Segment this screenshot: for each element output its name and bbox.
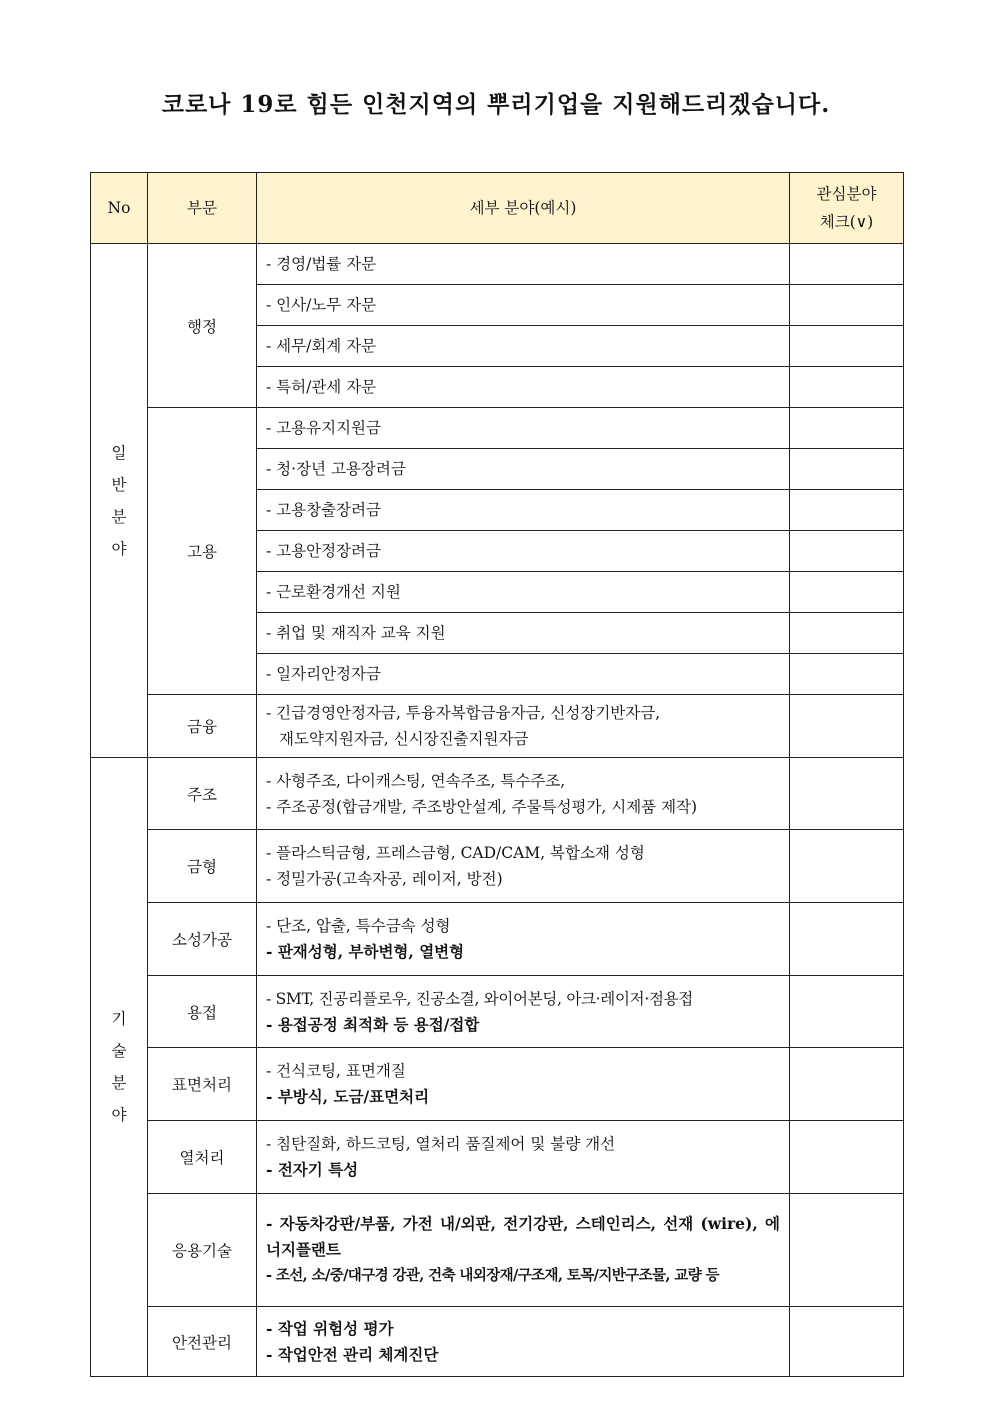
detail-forming [257, 903, 790, 976]
detail-line: - 침탄질화, 하드코팅, 열처리 품질제어 및 불량 개선 [266, 1135, 616, 1153]
group-general-char: 일 [111, 443, 127, 462]
category-safety: 안전관리 [148, 1307, 257, 1377]
check-cell[interactable] [790, 449, 904, 490]
detail-heat [257, 1121, 790, 1194]
group-tech-char: 야 [111, 1106, 127, 1124]
check-cell[interactable] [790, 830, 904, 903]
header-check [790, 173, 904, 244]
detail-line: - 판재성형, 부하변형, 열변형 [266, 942, 465, 961]
check-cell[interactable] [790, 326, 904, 367]
check-cell[interactable] [790, 903, 904, 976]
detail-line: - 용접공정 최적화 등 용접/접합 [266, 1014, 480, 1034]
detail-line: - 긴급경영안정자금, 투융자복합금융자금, 신성장기반자금, [266, 704, 661, 722]
detail-line: - 건식코팅, 표면개질 [266, 1062, 406, 1080]
category-surface: 표면처리 [148, 1048, 257, 1121]
detail-finance [257, 695, 790, 758]
detail-item: - 근로환경개선 지원 [257, 572, 790, 613]
detail-line: - 작업안전 관리 체계진단 [266, 1344, 439, 1364]
detail-item: - 취업 및 재직자 교육 지원 [257, 613, 790, 654]
check-cell[interactable] [790, 758, 904, 830]
check-cell[interactable] [790, 695, 904, 758]
detail-line: 재도약지원자금, 신시장진출지원자금 [279, 730, 529, 748]
group-general-char: 야 [111, 539, 127, 558]
check-cell[interactable] [790, 572, 904, 613]
detail-item: - 고용창출장려금 [257, 490, 790, 531]
detail-item: - 특허/관세 자문 [257, 367, 790, 408]
check-cell[interactable] [790, 1194, 904, 1307]
check-cell[interactable] [790, 408, 904, 449]
group-tech-char: 분 [111, 1074, 127, 1092]
check-cell[interactable] [790, 367, 904, 408]
header-detail: 세부 분야(예시) [257, 173, 790, 244]
detail-item: - 세무/회계 자문 [257, 326, 790, 367]
check-cell[interactable] [790, 244, 904, 285]
group-tech-char: 기 [111, 1010, 127, 1028]
group-general-char: 반 [111, 475, 127, 494]
check-cell[interactable] [790, 285, 904, 326]
detail-line: - 사형주조, 다이캐스팅, 연속주조, 특수주조, [266, 771, 566, 790]
detail-mold [257, 830, 790, 903]
detail-line: - 주조공정(합금개발, 주조방안설계, 주물특성평가, 시제품 제작) [266, 797, 698, 816]
category-casting: 주조 [148, 758, 257, 830]
category-employment: 고용 [148, 408, 257, 695]
check-cell[interactable] [790, 1121, 904, 1194]
header-check-line1: 관심분야 [816, 185, 877, 203]
detail-casting [257, 758, 790, 830]
detail-line: - 전자기 특성 [266, 1160, 359, 1179]
header-no: No [91, 173, 148, 244]
detail-line: - 조선, 소/중/대구경 강관, 건축 내외장재/구조재, 토목/지반구조물, 교량 등 [266, 1267, 719, 1284]
check-cell[interactable] [790, 976, 904, 1048]
detail-line: - 자동차강판/부품, 가전 내/외판, 전기강판, 스테인리스, 선재 (wire), 에너지플랜트 [266, 1214, 780, 1259]
detail-applied [257, 1194, 790, 1307]
check-cell[interactable] [790, 1307, 904, 1377]
page-title: 코로나 19로 힘든 인천지역의 뿌리기업을 지원해드리겠습니다. [161, 91, 831, 118]
detail-item: - 고용안정장려금 [257, 531, 790, 572]
detail-line: - 작업 위험성 평가 [266, 1318, 394, 1338]
group-tech [91, 758, 148, 1377]
category-finance: 금융 [148, 695, 257, 758]
header-check-line2: 체크(∨) [819, 213, 874, 231]
detail-item: - 청·장년 고용장려금 [257, 449, 790, 490]
check-cell[interactable] [790, 531, 904, 572]
check-cell[interactable] [790, 1048, 904, 1121]
detail-surface [257, 1048, 790, 1121]
check-cell[interactable] [790, 490, 904, 531]
category-welding: 용접 [148, 976, 257, 1048]
group-tech-char: 술 [111, 1042, 127, 1060]
detail-safety [257, 1307, 790, 1377]
detail-item: - 경영/법률 자문 [257, 244, 790, 285]
detail-item: - 고용유지지원금 [257, 408, 790, 449]
detail-line: - 플라스틱금형, 프레스금형, CAD/CAM, 복합소재 성형 [266, 844, 645, 862]
detail-line: - 정밀가공(고속자공, 레이저, 방전) [266, 870, 503, 888]
detail-item: - 인사/노무 자문 [257, 285, 790, 326]
check-cell[interactable] [790, 654, 904, 695]
detail-welding [257, 976, 790, 1048]
category-applied: 응용기술 [148, 1194, 257, 1307]
category-forming: 소성가공 [148, 903, 257, 976]
category-admin: 행정 [148, 244, 257, 408]
check-cell[interactable] [790, 613, 904, 654]
category-mold: 금형 [148, 830, 257, 903]
category-heat: 열처리 [148, 1121, 257, 1194]
detail-line: - SMT, 진공리플로우, 진공소결, 와이어본딩, 아크·레이저·점용접 [266, 989, 693, 1008]
detail-item: - 일자리안정자금 [257, 654, 790, 695]
group-general [91, 244, 148, 758]
detail-line: - 부방식, 도금/표면처리 [266, 1087, 430, 1106]
support-table [90, 172, 904, 1377]
group-general-char: 분 [111, 507, 127, 526]
detail-line: - 단조, 압출, 특수금속 성형 [266, 917, 451, 935]
header-category: 부문 [148, 173, 257, 244]
